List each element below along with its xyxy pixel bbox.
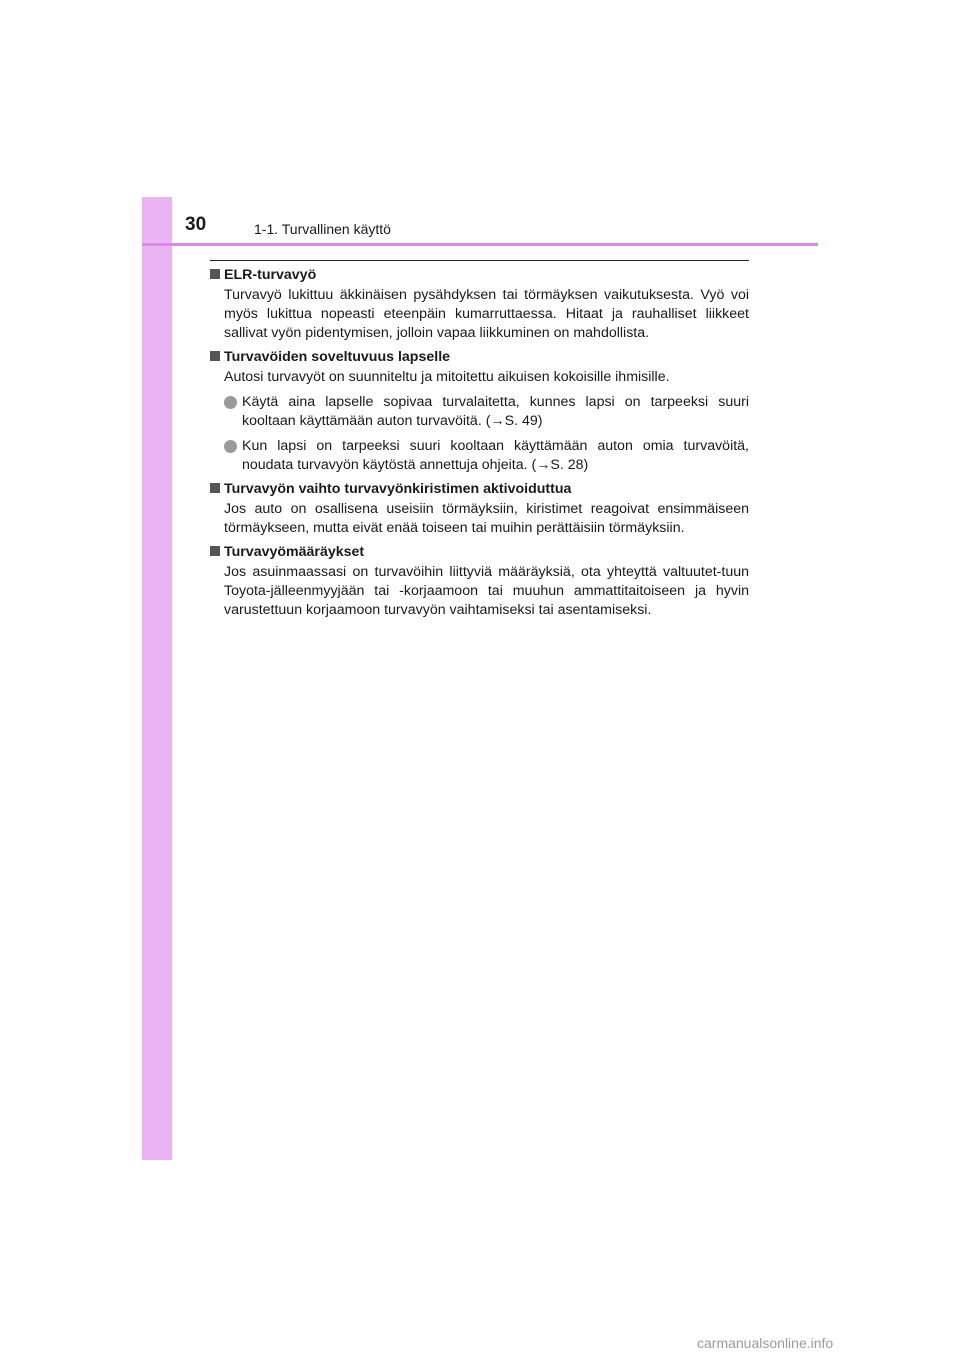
header-rule	[142, 243, 818, 246]
list-item-text: Käytä aina lapselle sopivaa turvalaitetta, kunnes lapsi on tarpeeksi suuri kooltaan käyttämään auton turvavöitä. (→S. 49)	[242, 394, 749, 429]
heading-text: Turvavöiden soveltuvuus lapselle	[224, 349, 451, 365]
side-color-band	[142, 197, 172, 1160]
section-text: Jos auto on osallisena useisiin törmäyksiin, kiristimet reagoivat ensimmäiseen törmäykseen, mutta eivät enää toiseen tai muihin perättäisiin törmäyksiin.	[224, 501, 749, 536]
square-bullet-icon	[210, 483, 220, 493]
list-item-text: Kun lapsi on tarpeeksi suuri kooltaan käyttämään auton omia turvavöitä, noudata turvavyön käytöstä annettuja ohjeita. (→S. 28)	[242, 438, 749, 473]
list-item	[224, 437, 749, 475]
page-header	[142, 197, 818, 244]
section-pretensioner	[210, 480, 749, 538]
main-content	[210, 266, 749, 625]
square-bullet-icon	[210, 269, 220, 279]
square-bullet-icon	[210, 546, 220, 556]
section-regulations	[210, 543, 749, 620]
page-number: 30	[185, 214, 207, 235]
section-heading	[210, 480, 749, 500]
watermark-link[interactable]: carmanualsonline.info	[697, 1335, 834, 1351]
section-child-suitability	[210, 348, 749, 475]
section-heading	[210, 266, 749, 286]
heading-text: Turvavyömääräykset	[224, 544, 365, 560]
content-divider	[210, 260, 749, 261]
heading-text: ELR-turvavyö	[224, 267, 317, 283]
list-item	[224, 393, 749, 431]
square-bullet-icon	[210, 351, 220, 361]
circle-bullet-icon	[224, 396, 237, 409]
heading-text: Turvavyön vaihto turvavyönkiristimen aktivoiduttua	[224, 481, 572, 497]
section-heading	[210, 543, 749, 563]
section-elr	[210, 266, 749, 343]
section-text: Jos asuinmaassasi on turvavöihin liittyviä määräyksiä, ota yhteyttä valtuutet-tuun Toyota-jälleenmyyjään tai -korjaamoon tai muuhun ammattitaitoiseen ja hyvin varustettuun korjaamoon turvavyön vaihtamiseksi tai asentamiseksi.	[224, 564, 749, 618]
section-heading	[210, 348, 749, 368]
section-title: 1-1. Turvallinen käyttö	[254, 221, 391, 237]
section-text: Turvavyö lukittuu äkkinäisen pysähdyksen tai törmäyksen vaikutuksesta. Vyö voi myös lukittua nopeasti eteenpäin kumarruttaessa. Hitaat ja rauhalliset liikkeet sallivat vyön pidentymisen, jolloin vapaa liikkuminen on mahdollista.	[224, 287, 749, 341]
circle-bullet-icon	[224, 440, 237, 453]
section-text: Autosi turvavyöt on suunniteltu ja mitoitettu aikuisen kokoisille ihmisille.	[224, 369, 670, 385]
